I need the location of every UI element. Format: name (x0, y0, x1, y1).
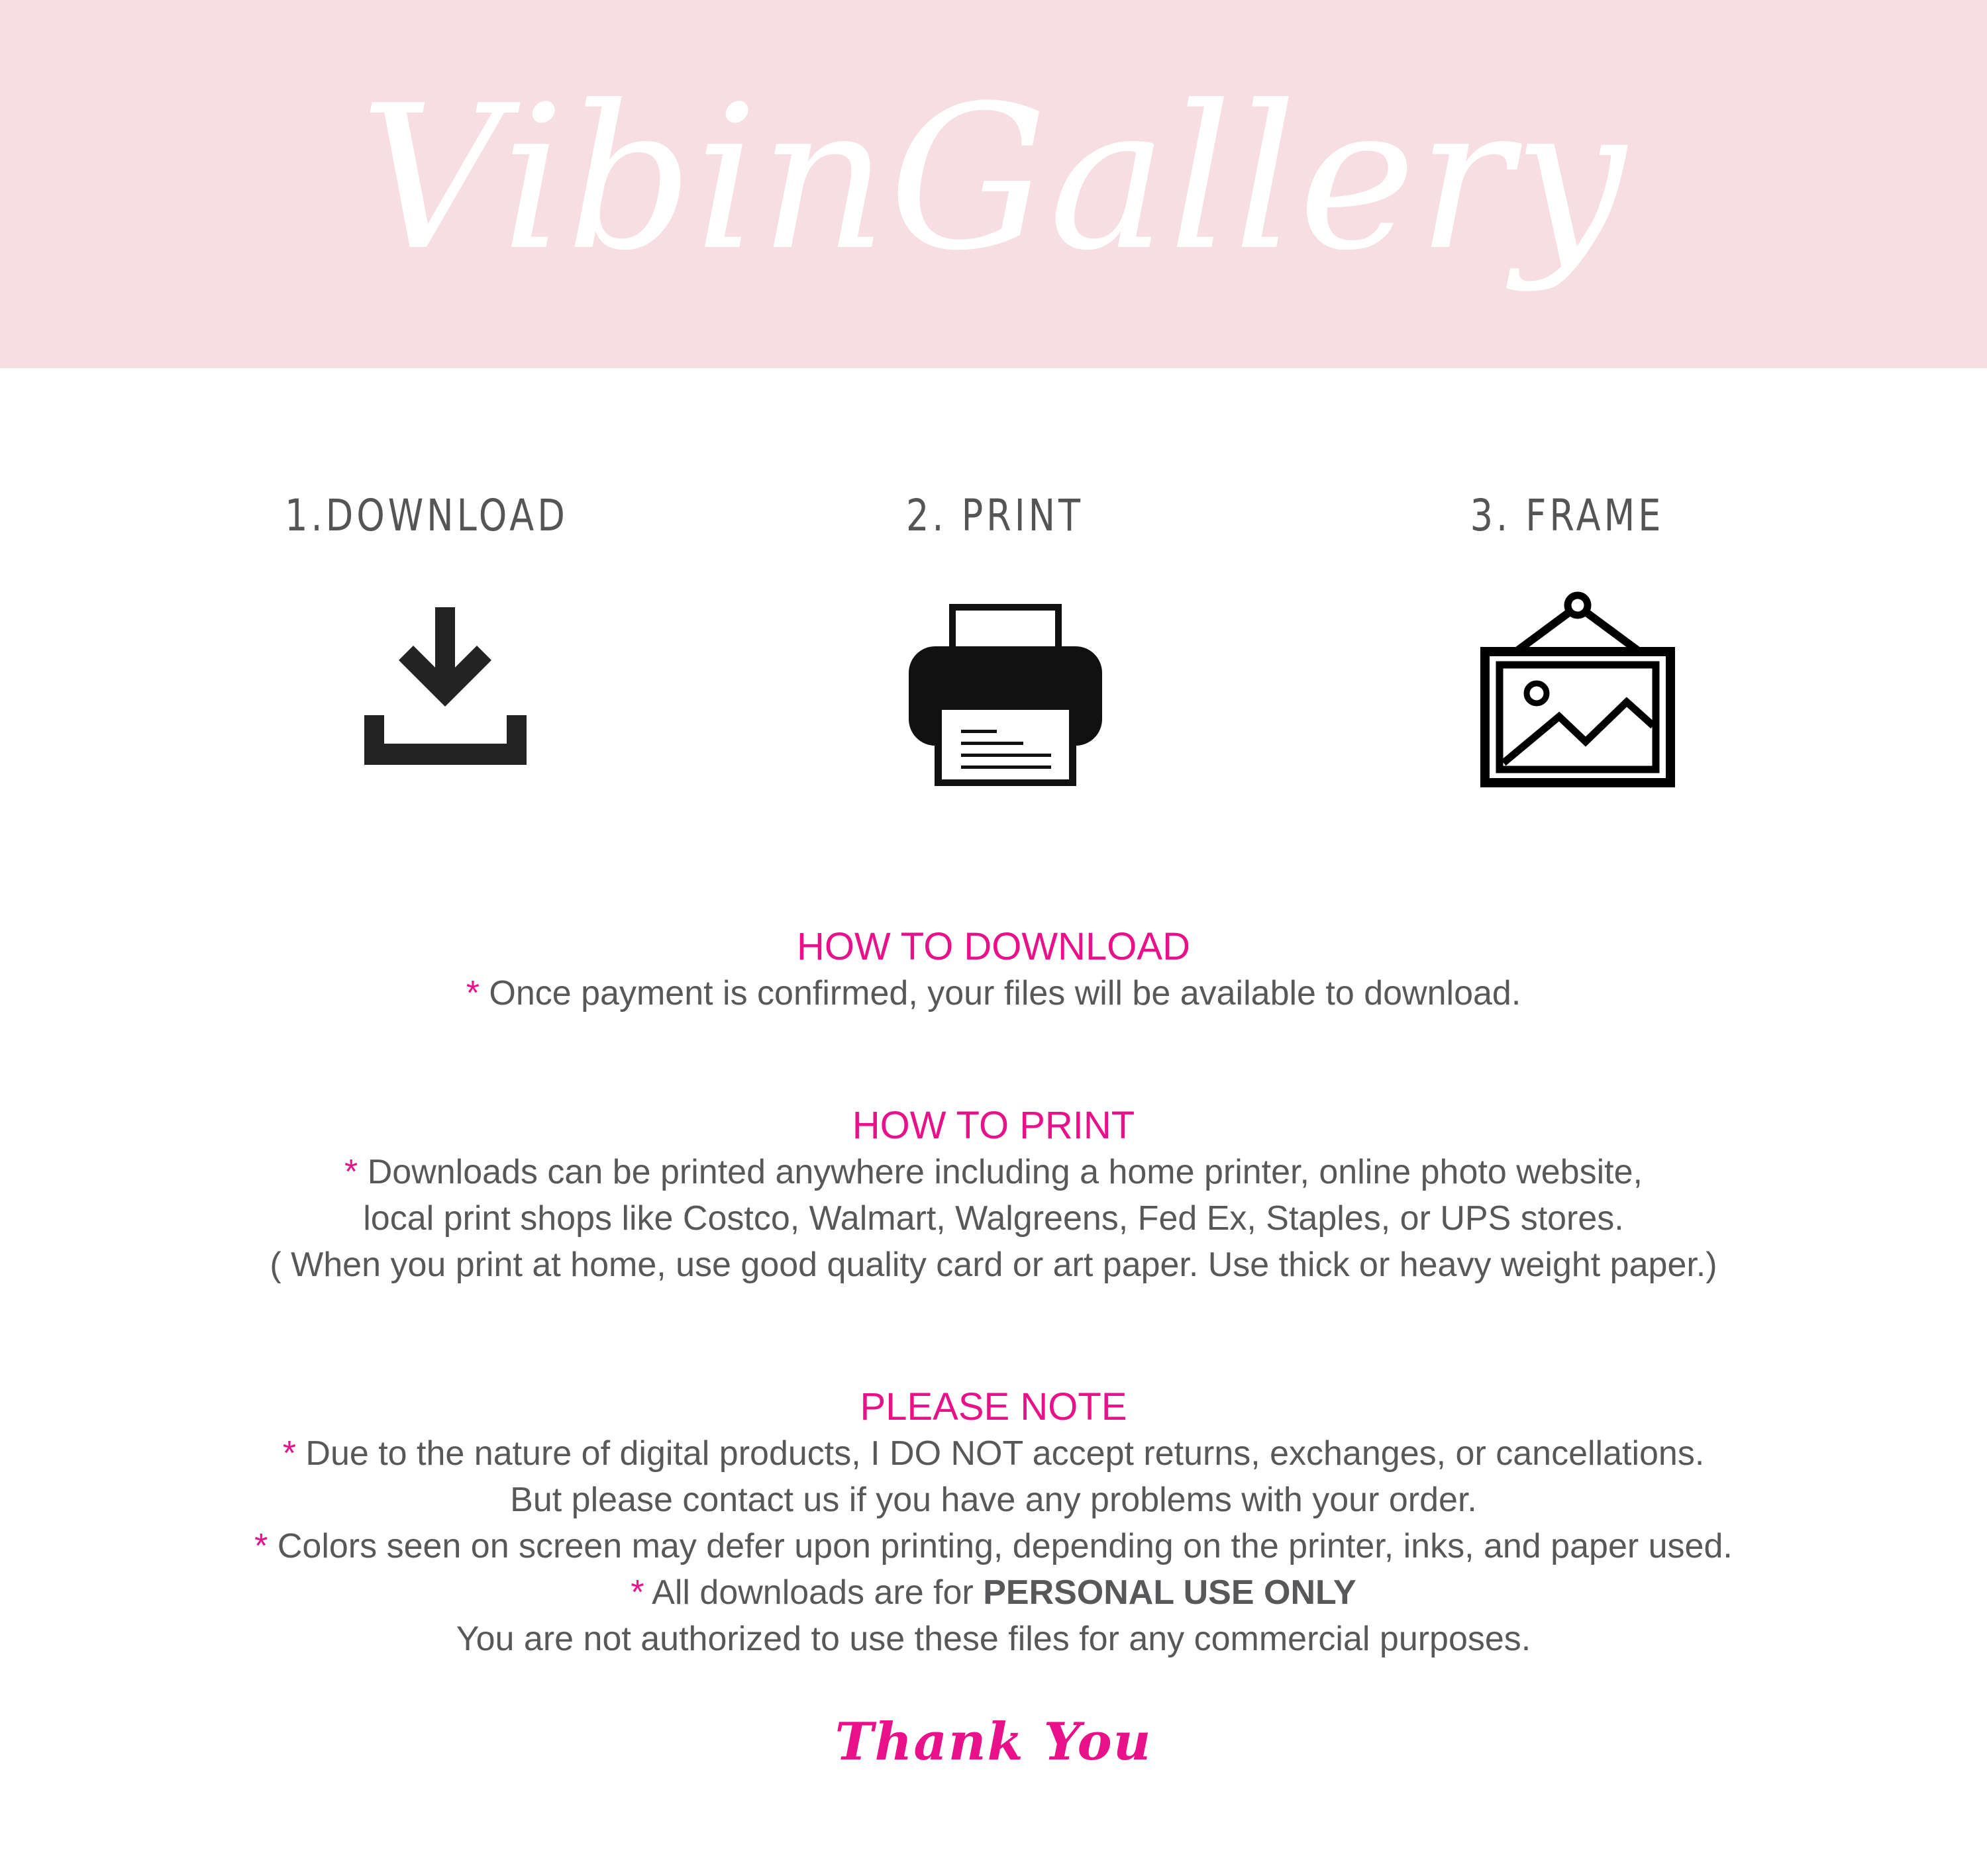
note-line (0, 1430, 1987, 1477)
step-frame-label: 3. FRAME (1470, 490, 1664, 541)
how-to-download-section (0, 924, 1987, 1016)
download-icon (364, 606, 527, 765)
please-note-section (0, 1384, 1987, 1662)
personal-use-emphasis: PERSONAL USE ONLY (983, 1573, 1356, 1612)
note-line: But please contact us if you have any problems with your order. (510, 1481, 1477, 1519)
header-banner (0, 0, 1987, 368)
printer-icon (909, 604, 1102, 786)
download-line (0, 970, 1987, 1016)
bullet-star: * (254, 1527, 268, 1565)
framed-picture-icon (1480, 591, 1676, 788)
bullet-star: * (466, 974, 480, 1012)
step-print-label: 2. PRINT (906, 490, 1084, 541)
how-to-download-title: HOW TO DOWNLOAD (797, 925, 1190, 968)
note-text: Due to the nature of digital products, I DO NOT accept returns, exchanges, or cancellations. (295, 1434, 1705, 1473)
print-line: ( When you print at home, use good quality card or art paper. Use thick or heavy weight paper.) (270, 1246, 1717, 1284)
print-text: Downloads can be printed anywhere including a home printer, online photo website, (358, 1153, 1643, 1191)
bullet-star: * (631, 1573, 644, 1612)
note-text: Colors seen on screen may defer upon printing, depending on the printer, inks, and paper used. (268, 1527, 1733, 1565)
step-download-label: 1.DOWNLOAD (285, 490, 568, 541)
print-line: local print shops like Costco, Walmart, Walgreens, Fed Ex, Staples, or UPS stores. (363, 1199, 1624, 1238)
how-to-print-section (0, 1103, 1987, 1288)
thank-you-signature: Thank You (835, 1712, 1152, 1772)
note-line (0, 1523, 1987, 1569)
please-note-title: PLEASE NOTE (860, 1385, 1127, 1428)
print-line (0, 1149, 1987, 1195)
bullet-star: * (282, 1434, 296, 1473)
note-line (0, 1569, 1987, 1616)
brand-logo: VibinGallery (360, 63, 1627, 294)
note-text: All downloads are for (644, 1573, 984, 1612)
note-line: You are not authorized to use these files for any commercial purposes. (456, 1620, 1531, 1658)
download-text: Once payment is confirmed, your files will be available to download. (479, 974, 1521, 1012)
how-to-print-title: HOW TO PRINT (852, 1104, 1135, 1147)
bullet-star: * (344, 1153, 358, 1191)
